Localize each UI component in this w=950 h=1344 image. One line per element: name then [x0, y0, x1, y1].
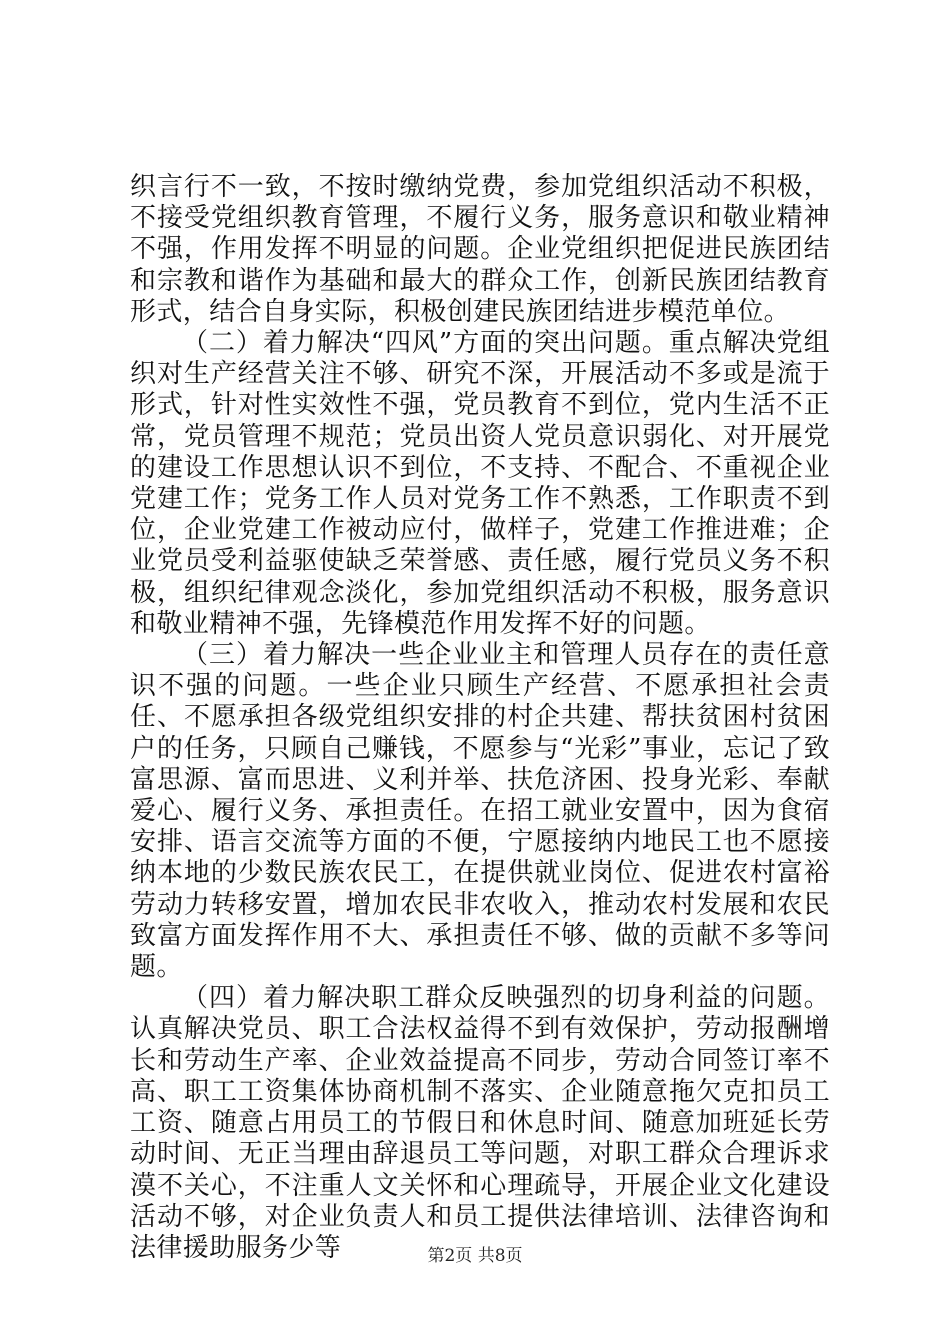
page-number-footer: 第2页 共8页 [427, 1246, 523, 1266]
paragraph-continuation: 织言行不一致，不按时缴纳党费，参加党组织活动不积极，不接受党组织教育管理，不履行义务，服务意识和敬业精神不强，作用发挥不明显的问题。企业党组织把促进民族团结和宗教和谐作为基础和最大的群众工作，创新民族团结教育形式，结合自身实际，积极创建民族团结进步模范单位。 [130, 172, 830, 327]
paragraph-section-2: （二）着力解决“四风”方面的突出问题。重点解决党组织对生产经营关注不够、研究不深，开展活动不多或是流于形式，针对性实效性不强，党员教育不到位，党内生活不正常，党员管理不规范；党员出资人党员意识弱化、对开展党的建设工作思想认识不到位，不支持、不配合、不重视企业党建工作；党务工作人员对党务工作不熟悉，工作职责不到位，企业党建工作被动应付，做样子，党建工作推进难；企业党员受利益驱使缺乏荣誉感、责任感，履行党员义务不积极，组织纪律观念淡化，参加党组织活动不积极，服务意识和敬业精神不强，先锋模范作用发挥不好的问题。 [130, 328, 830, 639]
paragraph-section-3: （三）着力解决一些企业业主和管理人员存在的责任意识不强的问题。一些企业只顾生产经营、不愿承担社会责任、不愿承担各级党组织安排的村企共建、帮扶贫困村贫困户的任务，只顾自己赚钱，不愿参与“光彩”事业，忘记了致富思源、富而思进、义利并举、扶危济困、投身光彩、奉献爱心、履行义务、承担责任。在招工就业安置中，因为食宿安排、语言交流等方面的不便，宁愿接纳内地民工也不愿接纳本地的少数民族农民工，在提供就业岗位、促进农村富裕劳动力转移安置，增加农民非农收入，推动农村发展和农民致富方面发挥作用不大、承担责任不够、做的贡献不多等问题。 [130, 640, 830, 983]
document-body [130, 172, 830, 1264]
paragraph-section-4: （四）着力解决职工群众反映强烈的切身利益的问题。认真解决党员、职工合法权益得不到有效保护，劳动报酬增长和劳动生产率、企业效益提高不同步，劳动合同签订率不高、职工工资集体协商机制不落实、企业随意拖欠克扣员工工资、随意占用员工的节假日和休息时间、随意加班延长劳动时间、无正当理由辞退员工等问题，对职工群众合理诉求漠不关心，不注重人文关怀和心理疏导，开展企业文化建设活动不够，对企业负责人和员工提供法律培训、法律咨询和法律援助服务少等 [130, 983, 830, 1263]
